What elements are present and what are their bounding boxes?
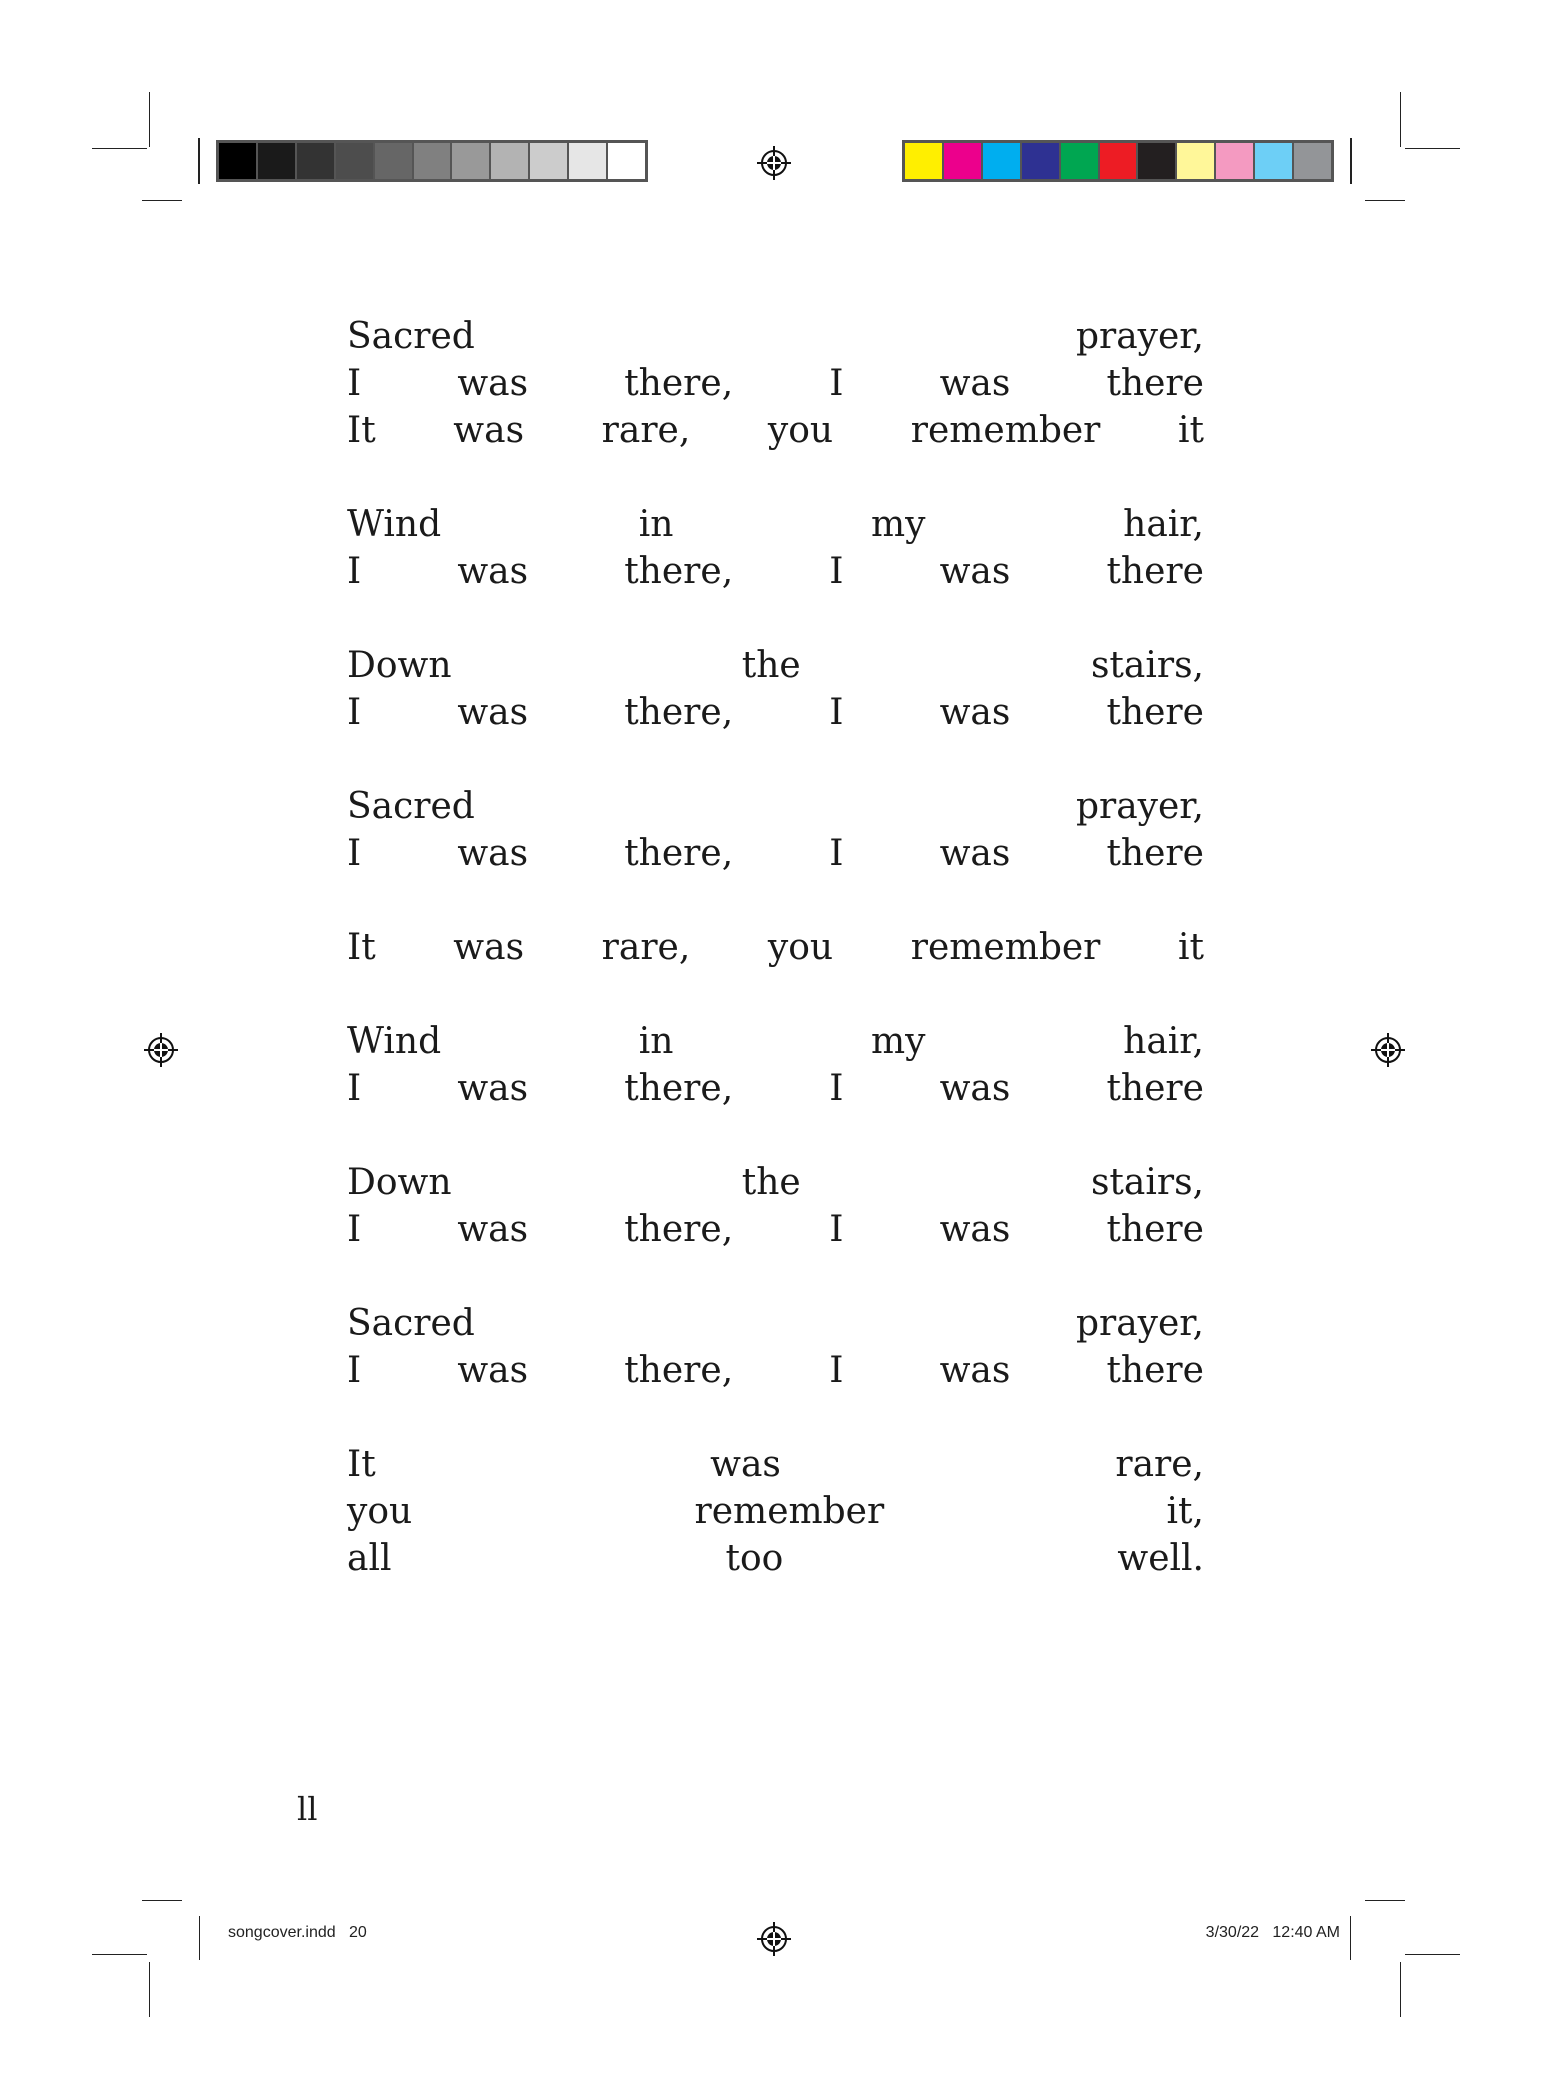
color-swatch	[297, 143, 336, 179]
poem-line	[347, 1065, 1204, 1112]
poem-word: It	[347, 410, 376, 451]
color-swatch	[1100, 143, 1139, 179]
poem-word: in	[638, 1021, 674, 1062]
crop-mark	[1405, 148, 1460, 149]
poem-word: was	[939, 551, 1011, 592]
poem-word: you	[767, 927, 834, 968]
poem-word: there,	[624, 692, 734, 733]
poem-word: was	[939, 833, 1011, 874]
color-swatch	[219, 143, 258, 179]
poem-word: was	[710, 1444, 781, 1485]
poem-word: was	[457, 833, 529, 874]
poem-word: there,	[624, 1209, 734, 1250]
stanza	[347, 642, 1204, 736]
color-swatch	[569, 143, 608, 179]
poem-word: the	[741, 1162, 801, 1203]
poem-word: I	[829, 1209, 844, 1250]
poem-line	[347, 1159, 1204, 1206]
crop-mark	[92, 1954, 147, 1955]
poem-word: there,	[624, 551, 734, 592]
poem-word: stairs,	[1090, 1162, 1204, 1203]
color-bar	[902, 140, 1334, 182]
poem-line	[347, 642, 1204, 689]
poem-word: all	[347, 1538, 392, 1579]
poem-word: I	[347, 363, 362, 404]
crop-mark	[1350, 1916, 1351, 1960]
poem-word: there,	[624, 833, 734, 874]
poem-word: Sacred	[347, 786, 475, 827]
poem-word: there,	[624, 1350, 734, 1391]
bar-tick	[1350, 138, 1352, 184]
poem-word: rare,	[1115, 1444, 1204, 1485]
color-swatch	[1255, 143, 1294, 179]
crop-mark	[149, 92, 150, 147]
slug-timestamp: 3/30/22 12:40 AM	[1205, 1924, 1340, 1941]
color-swatch	[1138, 143, 1177, 179]
color-swatch	[905, 143, 944, 179]
poem-line	[347, 783, 1204, 830]
color-swatch	[608, 143, 645, 179]
poem-word: was	[457, 1209, 529, 1250]
color-swatch	[530, 143, 569, 179]
poem-word: there,	[624, 1068, 734, 1109]
poem-word: it	[1178, 927, 1204, 968]
poem-line	[347, 1441, 1204, 1488]
poem-word: was	[453, 410, 525, 451]
poem-word: I	[829, 692, 844, 733]
poem-word: Sacred	[347, 316, 475, 357]
poem-line	[347, 1300, 1204, 1347]
poem-word: I	[347, 551, 362, 592]
poem-word: prayer,	[1075, 1303, 1204, 1344]
stanza	[347, 1018, 1204, 1112]
poem-word: you	[347, 1491, 413, 1532]
poem-word: was	[939, 1350, 1011, 1391]
stanza	[347, 1159, 1204, 1253]
color-swatch	[491, 143, 530, 179]
poem-word: hair,	[1123, 1021, 1204, 1062]
page-number: ll	[297, 1790, 318, 1828]
crop-mark	[142, 200, 182, 201]
poem-word: It	[347, 1444, 376, 1485]
color-swatch	[414, 143, 453, 179]
poem-word: was	[457, 551, 529, 592]
crop-mark	[1405, 1954, 1460, 1955]
poem-word: there	[1106, 833, 1204, 874]
color-swatch	[1061, 143, 1100, 179]
crop-mark	[149, 1962, 150, 2017]
registration-mark-icon	[144, 1033, 178, 1067]
poem-line	[347, 1488, 1204, 1535]
bar-tick	[198, 138, 200, 184]
poem-word: was	[939, 363, 1011, 404]
poem-line	[347, 313, 1204, 360]
poem-word: Wind	[347, 504, 442, 545]
poem-line	[347, 501, 1204, 548]
poem-word: there	[1106, 1068, 1204, 1109]
poem-word: remember	[694, 1491, 885, 1532]
crop-mark	[142, 1900, 182, 1901]
poem-word: too	[725, 1538, 784, 1579]
color-swatch	[983, 143, 1022, 179]
poem-word: it,	[1166, 1491, 1204, 1532]
poem-word: was	[457, 692, 529, 733]
poem-line	[347, 407, 1204, 454]
poem-line	[347, 548, 1204, 595]
poem-word: there	[1106, 692, 1204, 733]
poem-word: I	[347, 1350, 362, 1391]
poem-word: I	[347, 1209, 362, 1250]
poem-word: my	[871, 504, 926, 545]
poem-line	[347, 1206, 1204, 1253]
poem-word: remember	[910, 410, 1101, 451]
color-swatch	[1177, 143, 1216, 179]
color-swatch	[1216, 143, 1255, 179]
poem-word: the	[741, 645, 801, 686]
poem-word: there	[1106, 1350, 1204, 1391]
poem-word: I	[347, 692, 362, 733]
poem-word: well.	[1117, 1538, 1204, 1579]
poem-line	[347, 1018, 1204, 1065]
poem-word: Down	[347, 645, 452, 686]
poem-line	[347, 830, 1204, 877]
poem-line	[347, 924, 1204, 971]
poem-word: was	[457, 1068, 529, 1109]
color-swatch	[944, 143, 983, 179]
poem-word: in	[638, 504, 674, 545]
poem-body	[347, 313, 1204, 1629]
poem-word: rare,	[601, 410, 691, 451]
crop-mark	[1365, 1900, 1405, 1901]
poem-word: was	[939, 692, 1011, 733]
poem-word: there	[1106, 551, 1204, 592]
poem-word: was	[939, 1209, 1011, 1250]
poem-line	[347, 689, 1204, 736]
registration-mark-icon	[757, 1922, 791, 1956]
poem-word: I	[347, 833, 362, 874]
stanza	[347, 783, 1204, 877]
stanza	[347, 1300, 1204, 1394]
grayscale-bar	[216, 140, 648, 182]
poem-word: was	[457, 1350, 529, 1391]
poem-word: prayer,	[1075, 316, 1204, 357]
poem-word: stairs,	[1090, 645, 1204, 686]
poem-word: was	[453, 927, 525, 968]
poem-word: remember	[910, 927, 1101, 968]
stanza	[347, 1441, 1204, 1582]
color-swatch	[336, 143, 375, 179]
stanza	[347, 501, 1204, 595]
color-swatch	[1294, 143, 1331, 179]
poem-line	[347, 360, 1204, 407]
registration-mark-icon	[1371, 1033, 1405, 1067]
poem-word: I	[829, 833, 844, 874]
poem-word: Down	[347, 1162, 452, 1203]
poem-line	[347, 1347, 1204, 1394]
crop-mark	[199, 1916, 200, 1960]
poem-word: you	[767, 410, 834, 451]
poem-word: prayer,	[1075, 786, 1204, 827]
poem-word: I	[829, 551, 844, 592]
poem-word: Wind	[347, 1021, 442, 1062]
poem-word: there	[1106, 363, 1204, 404]
poem-word: there,	[624, 363, 734, 404]
stanza	[347, 924, 1204, 971]
crop-mark	[1365, 200, 1405, 201]
poem-word: it	[1178, 410, 1204, 451]
poem-word: It	[347, 927, 376, 968]
crop-mark	[1400, 92, 1401, 147]
registration-mark-icon	[757, 146, 791, 180]
poem-word: Sacred	[347, 1303, 475, 1344]
color-swatch	[452, 143, 491, 179]
color-swatch	[258, 143, 297, 179]
stanza	[347, 313, 1204, 454]
poem-word: hair,	[1123, 504, 1204, 545]
poem-word: rare,	[601, 927, 691, 968]
crop-mark	[92, 148, 147, 149]
color-swatch	[375, 143, 414, 179]
poem-word: was	[457, 363, 529, 404]
poem-word: I	[347, 1068, 362, 1109]
color-swatch	[1022, 143, 1061, 179]
poem-word: I	[829, 1350, 844, 1391]
crop-mark	[1400, 1962, 1401, 2017]
poem-word: I	[829, 1068, 844, 1109]
poem-word: was	[939, 1068, 1011, 1109]
slug-filename: songcover.indd 20	[228, 1924, 367, 1941]
poem-word: there	[1106, 1209, 1204, 1250]
poem-word: I	[829, 363, 844, 404]
poem-line	[347, 1535, 1204, 1582]
poem-word: my	[871, 1021, 926, 1062]
